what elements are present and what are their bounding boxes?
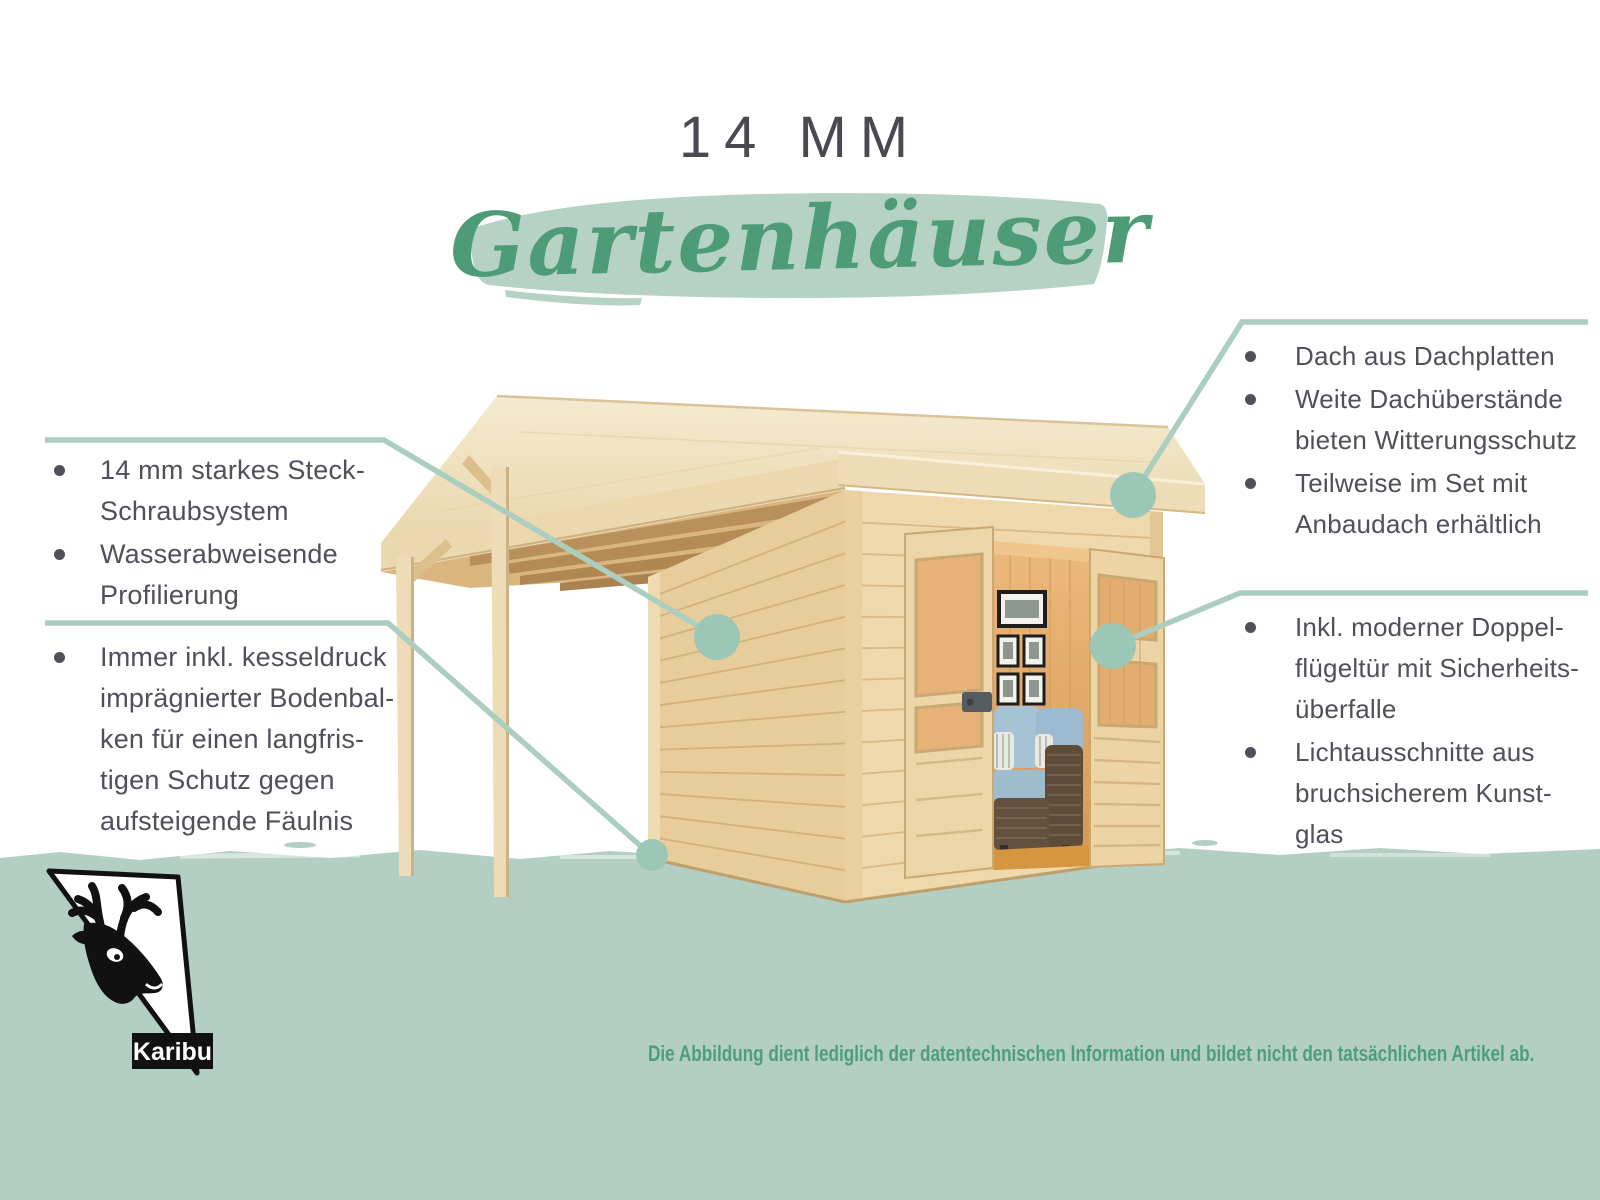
garden-house-illustration xyxy=(381,396,1205,902)
feature-item xyxy=(1207,336,1599,377)
feature-line: Anbaudach erhältlich xyxy=(1295,509,1542,539)
feature-line: Weite Dachüberstände xyxy=(1295,384,1564,414)
feature-group-left-bottom xyxy=(42,637,442,842)
ground-band xyxy=(0,840,1600,1200)
feature-line: imprägnierter Bodenbal- xyxy=(100,683,395,713)
callout-dot-floor-beam xyxy=(636,839,668,871)
feature-line: Profilierung xyxy=(100,580,239,610)
feature-line: bieten Witterungsschutz xyxy=(1295,425,1578,455)
logo-brand-label: Karibu xyxy=(132,1038,213,1066)
interior-scene xyxy=(990,538,1094,874)
disclaimer-text: Die Abbildung dient lediglich der datentechnischen Information und bildet nicht den tatsächlichen Artikel ab. xyxy=(647,1041,1534,1066)
door-right-glass-lower xyxy=(1099,660,1156,727)
feature-item xyxy=(1207,607,1599,730)
bullet-icon xyxy=(1245,747,1256,758)
feature-line: flügeltür mit Sicherheits- xyxy=(1295,653,1580,683)
corner-trim-left xyxy=(845,490,862,902)
feature-group-right-bottom xyxy=(1207,607,1599,855)
feature-group-right-top xyxy=(1207,336,1599,545)
feature-line: glas xyxy=(1295,819,1344,849)
bullet-icon xyxy=(1245,478,1256,489)
door-left-glass-upper xyxy=(916,554,982,696)
bullet-icon xyxy=(54,549,65,560)
bullet-icon xyxy=(54,652,65,663)
feature-line: Schraubsystem xyxy=(100,496,289,526)
feature-line: Immer inkl. kesseldruck xyxy=(100,642,387,672)
feature-line: Wasserabweisende xyxy=(100,539,338,569)
page-subtitle: Gartenhäuser xyxy=(448,178,1152,298)
door-left xyxy=(905,527,993,878)
bullet-icon xyxy=(1245,394,1256,405)
feature-line: Dach aus Dachplatten xyxy=(1295,341,1555,371)
bullet-icon xyxy=(54,465,65,476)
feature-line: Lichtausschnitte aus xyxy=(1295,737,1535,767)
bullet-icon xyxy=(1245,351,1256,362)
feature-line: ken für einen langfris- xyxy=(100,724,365,754)
feature-line: bruchsicherem Kunst- xyxy=(1295,778,1552,808)
feature-line: 14 mm starkes Steck- xyxy=(100,455,366,485)
feature-line: aufsteigende Fäulnis xyxy=(100,806,354,836)
page-title: 14 MM xyxy=(678,105,922,170)
feature-line: überfalle xyxy=(1295,694,1397,724)
feature-group-left-top xyxy=(42,450,432,616)
callout-dot-wall xyxy=(694,614,740,660)
door-right xyxy=(1090,549,1164,867)
bullet-icon xyxy=(1245,622,1256,633)
sofa xyxy=(992,706,1083,859)
feature-item xyxy=(1207,732,1599,855)
feature-line: tigen Schutz gegen xyxy=(100,765,335,795)
feature-line: Inkl. moderner Doppel- xyxy=(1295,612,1564,642)
feature-line: Teilweise im Set mit xyxy=(1295,468,1528,498)
feature-item xyxy=(42,450,432,532)
feature-item xyxy=(42,637,442,842)
callout-dot-roof xyxy=(1110,472,1156,518)
feature-item xyxy=(1207,463,1599,545)
callout-dot-door xyxy=(1090,623,1136,669)
feature-item xyxy=(42,534,432,616)
feature-item xyxy=(1207,379,1599,461)
